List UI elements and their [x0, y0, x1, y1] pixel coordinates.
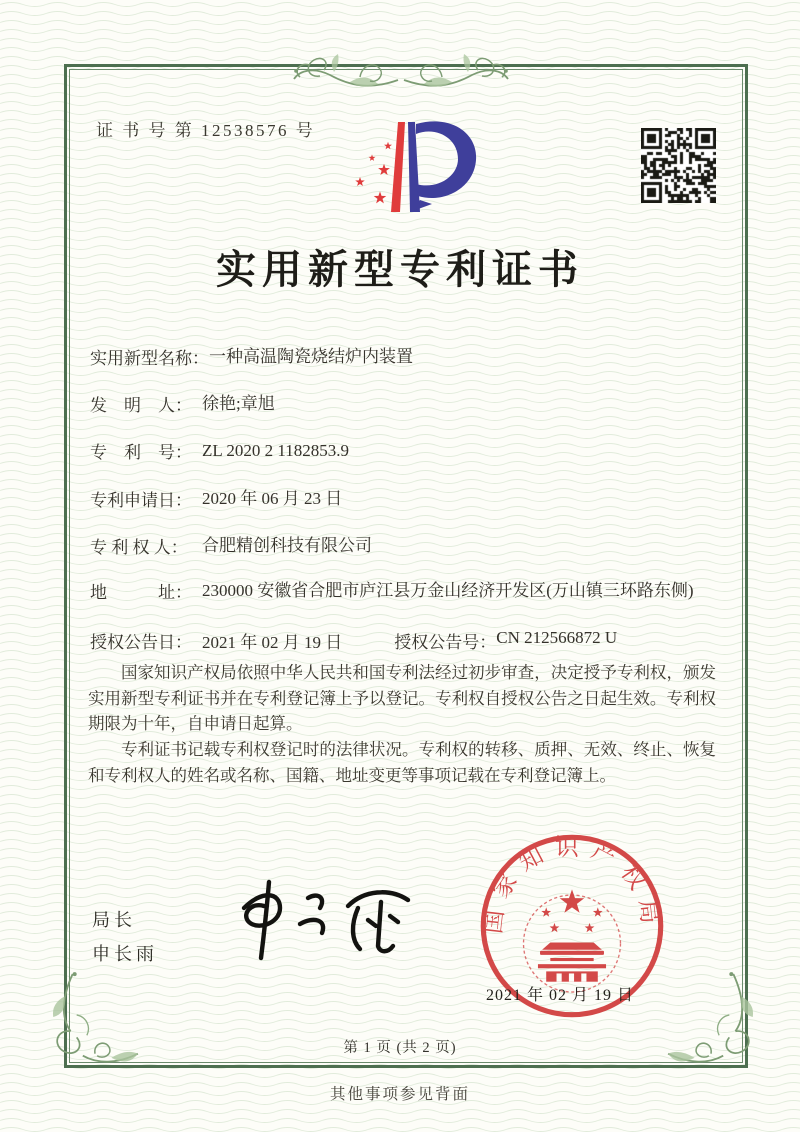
certificate-number: 证 书 号 第 12538576 号: [96, 121, 316, 140]
field-value: 合肥精创科技有限公司: [202, 536, 372, 555]
field-value: 一种高温陶瓷烧结炉内装置: [209, 347, 413, 366]
field-label: 实用新型名称：: [90, 349, 209, 368]
grant-number-value: CN 212566872 U: [496, 628, 618, 647]
issue-date: 2021 年 02 月 19 日: [486, 987, 635, 1004]
director-signature: [222, 876, 422, 968]
back-note: 其他事项参见背面: [329, 1086, 470, 1103]
field-label: 专 利 权 人：: [90, 538, 188, 557]
director-name: 申长雨: [92, 944, 158, 964]
grant-number-label: 授权公告号：: [394, 633, 497, 652]
field-value: 230000 安徽省合肥市庐江县万金山经济开发区(万山镇三环路东侧): [202, 581, 694, 600]
field-value: 徐艳;章旭: [202, 394, 275, 413]
field-value: 2020 年 06 月 23 日: [202, 489, 343, 508]
field-label: 授权公告日：: [90, 633, 192, 652]
field-label: 专利申请日：: [90, 491, 192, 510]
logo-p-shape: [391, 121, 476, 212]
seal-text: 国家知识产权局: [480, 835, 664, 936]
field-value: ZL 2020 2 1182853.9: [202, 441, 350, 460]
legal-paragraph-2: 专利证书记载专利权登记时的法律状况。专利权的转移、质押、无效、终止、恢复和专利权人的姓名或名称、国籍、地址变更等事项记载在专利登记簿上。: [88, 740, 716, 785]
field-label: 专 利 号：: [90, 443, 192, 462]
page-number: 第 1 页 (共 2 页): [343, 1040, 457, 1056]
field-label: 发 明 人：: [90, 396, 192, 415]
field-value: 2021 年 02 月 19 日: [202, 633, 343, 652]
qr-code: [641, 128, 716, 203]
legal-paragraph-1: 国家知识产权局依照中华人民共和国专利法经过初步审查，决定授予专利权，颁发实用新型专利证书并在专利登记簿上予以登记。专利权自授权公告之日起生效。专利权期限为十年，自申请日起算。: [88, 663, 716, 733]
cnipa-logo: [336, 112, 488, 224]
logo-stars-icon: [355, 142, 392, 204]
national-emblem: [538, 889, 606, 981]
page-title: 实用新型专利证书: [216, 247, 584, 292]
director-title: 局长: [92, 910, 136, 930]
top-flourish-ornament: [288, 40, 514, 92]
field-label: 地 址：: [90, 583, 192, 602]
